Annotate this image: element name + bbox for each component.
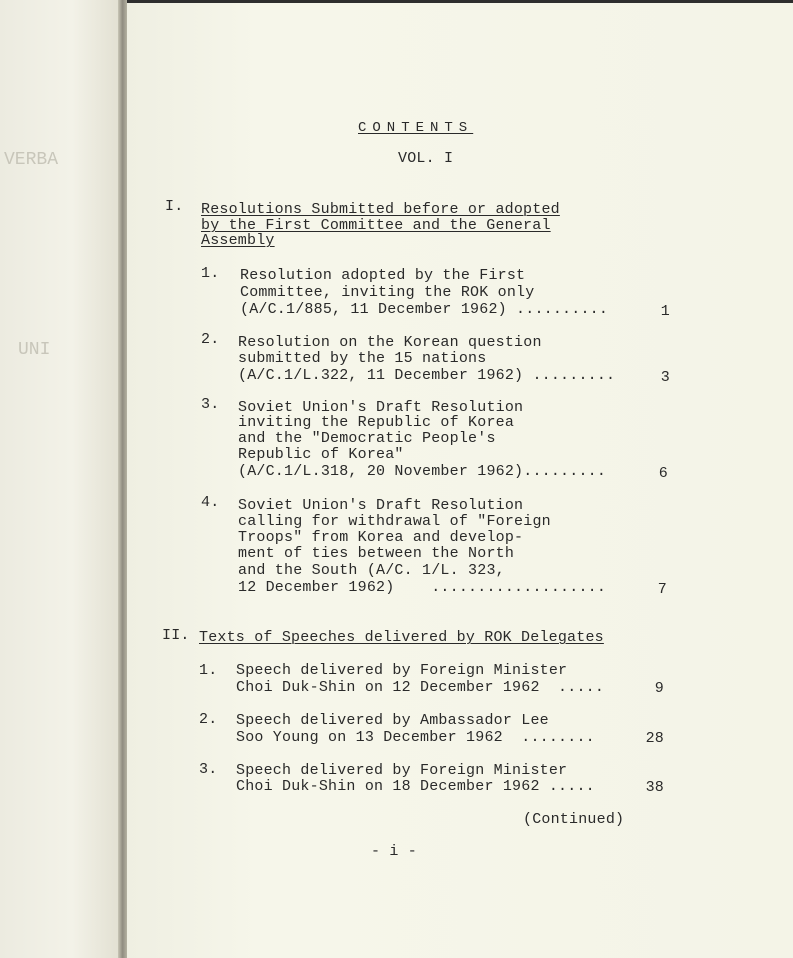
entry-number: 3.	[201, 396, 220, 413]
left-facing-page	[0, 0, 120, 958]
entry-text-line: Troops" from Korea and develop-	[238, 529, 524, 546]
contents-title: CONTENTS	[358, 120, 474, 136]
page-number-footer: - i -	[371, 843, 418, 860]
entry-text-line: Speech delivered by Foreign Minister	[236, 662, 568, 679]
section-1-heading-line: Assembly	[201, 232, 275, 249]
entry-text-line: Choi Duk-Shin on 12 December 1962 .....	[236, 679, 605, 696]
entry-page-number: 1	[660, 303, 670, 320]
section-1-heading-line: by the First Committee and the General	[201, 217, 551, 234]
section-2-heading: Texts of Speeches delivered by ROK Delegates	[199, 629, 604, 646]
volume-label: VOL. I	[398, 150, 454, 167]
entry-text-line: submitted by the 15 nations	[238, 350, 487, 367]
entry-text-line: Choi Duk-Shin on 18 December 1962 .....	[236, 778, 595, 795]
entry-number: 1.	[199, 662, 218, 679]
section-1-numeral: I.	[165, 198, 184, 215]
entry-text-line: Speech delivered by Ambassador Lee	[236, 712, 549, 729]
entry-text-line: inviting the Republic of Korea	[238, 414, 515, 431]
entry-text-line: (A/C.1/L.322, 11 December 1962) .........	[238, 367, 616, 384]
entry-text-line: (A/C.1/L.318, 20 November 1962).........	[238, 463, 607, 480]
entry-number: 2.	[199, 711, 218, 728]
entry-text-line: Soviet Union's Draft Resolution	[238, 497, 524, 514]
entry-number: 3.	[199, 761, 218, 778]
entry-text-line: Speech delivered by Foreign Minister	[236, 762, 568, 779]
entry-text-line: Republic of Korea"	[238, 446, 404, 463]
entry-page-number: 6	[658, 465, 668, 482]
entry-text-line: 12 December 1962) ...................	[238, 579, 607, 596]
entry-page-number: 38	[645, 779, 664, 796]
entry-number: 2.	[201, 331, 220, 348]
continued-note: (Continued)	[523, 811, 625, 828]
entry-page-number: 28	[645, 730, 664, 747]
entry-text-line: Soviet Union's Draft Resolution	[238, 399, 524, 416]
entry-text-line: and the "Democratic People's	[238, 430, 496, 447]
bleed-mark: VERBA	[4, 150, 59, 170]
entry-text-line: Soo Young on 13 December 1962 ........	[236, 729, 595, 746]
section-1-heading-line: Resolutions Submitted before or adopted	[201, 201, 560, 218]
page-top-edge	[127, 0, 793, 3]
entry-number: 4.	[201, 494, 220, 511]
entry-text-line: calling for withdrawal of "Foreign	[238, 513, 551, 530]
entry-page-number: 3	[660, 369, 670, 386]
section-2-numeral: II.	[162, 627, 190, 644]
entry-number: 1.	[201, 265, 220, 282]
entry-page-number: 9	[654, 680, 664, 697]
entry-text-line: Resolution on the Korean question	[238, 334, 542, 351]
entry-text-line: Committee, inviting the ROK only	[240, 284, 535, 301]
entry-text-line: and the South (A/C. 1/L. 323,	[238, 562, 505, 579]
entry-text-line: ment of ties between the North	[238, 545, 515, 562]
bleed-mark: UNI	[18, 340, 51, 360]
entry-text-line: Resolution adopted by the First	[240, 267, 526, 284]
entry-page-number: 7	[657, 581, 667, 598]
entry-text-line: (A/C.1/885, 11 December 1962) ..........	[240, 301, 609, 318]
